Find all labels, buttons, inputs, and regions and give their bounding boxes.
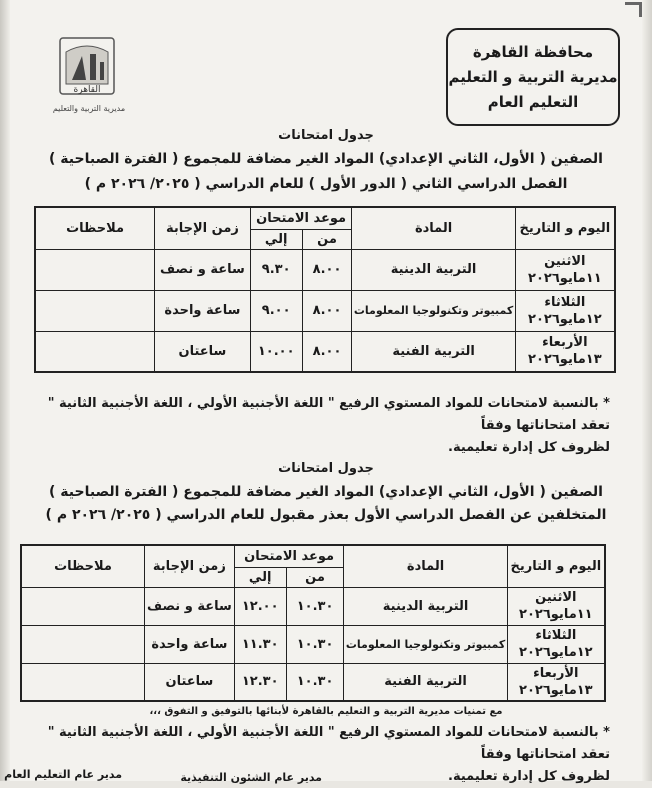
- header-notes: ملاحظات: [35, 207, 155, 249]
- from-cell: ١٠.٣٠: [286, 663, 344, 701]
- table-row: [21, 587, 605, 625]
- corner-bracket-icon: [625, 2, 642, 17]
- duration-cell: ساعتان: [155, 331, 251, 372]
- header-from: من: [302, 229, 352, 249]
- table-row: [35, 249, 615, 290]
- gov-line-3: التعليم العام: [487, 93, 579, 111]
- to-cell: ١٢.٣٠: [234, 663, 286, 701]
- notes-cell: [21, 663, 145, 701]
- header-to: إلي: [250, 229, 302, 249]
- section2-line2: المتخلفين عن الفصل الدراسي الأول بعذر مقبول للعام الدراسي ( ٢٠٢٥/ ٢٠٢٦ م ): [45, 507, 607, 523]
- note-1-line-2: لظروف كل إدارة تعليمية.: [448, 440, 610, 455]
- header-subject: المادة: [344, 545, 507, 587]
- duration-cell: ساعة واحدة: [145, 625, 235, 663]
- from-cell: ١٠.٣٠: [286, 587, 344, 625]
- subject-cell: التربية الفنية: [352, 331, 515, 372]
- subject-cell: التربية الفنية: [344, 663, 507, 701]
- duration-cell: ساعة واحدة: [155, 290, 251, 331]
- exam-table-2: [20, 544, 606, 702]
- subject-cell: كمبيوتر وتكنولوجيا المعلومات: [352, 290, 515, 331]
- from-cell: ٨.٠٠: [302, 290, 352, 331]
- notes-cell: [35, 290, 155, 331]
- header-day-date: اليوم و التاريخ: [515, 207, 615, 249]
- logo-emblem-icon: [52, 34, 122, 104]
- notes-cell: [21, 587, 145, 625]
- note-2-line-2: لظروف كل إدارة تعليمية.: [448, 769, 610, 784]
- day-date-cell: الثلاثاء ١٢مايو٢٠٢٦: [507, 625, 605, 663]
- to-cell: ٩.٣٠: [250, 249, 302, 290]
- governorate-box: [446, 28, 620, 126]
- table-row: [35, 331, 615, 372]
- from-cell: ٨.٠٠: [302, 331, 352, 372]
- header-from: من: [286, 567, 344, 587]
- notes-cell: [35, 249, 155, 290]
- header-to: إلي: [234, 567, 286, 587]
- wish-text: مع تمنيات مديرية التربية و التعليم بالقاهرة لأبنائها بالتوفيق و التفوق ،،،: [149, 706, 503, 717]
- section2-title: جدول امتحانات: [278, 461, 374, 476]
- note-2-line-1: * بالنسبة لامتحانات للمواد المستوي الرفيع " اللغة الأجنبية الأولي ، اللغة الأجنبية الثانية " تعقد امتحاناتها وفقاً: [47, 725, 610, 762]
- section1-title: جدول امتحانات: [278, 128, 374, 143]
- to-cell: ١٢.٠٠: [234, 587, 286, 625]
- notes-cell: [35, 331, 155, 372]
- header-day-date: اليوم و التاريخ: [507, 545, 605, 587]
- header-exam-time: موعد الامتحان: [234, 545, 344, 567]
- notes-cell: [21, 625, 145, 663]
- logo-word: القاهرة: [73, 85, 101, 95]
- section1-line2: الفصل الدراسي الثاني ( الدور الأول ) للعام الدراسي ( ٢٠٢٥/ ٢٠٢٦ م ): [84, 176, 568, 192]
- subject-cell: كمبيوتر وتكنولوجيا المعلومات: [344, 625, 507, 663]
- day-date-cell: الثلاثاء ١٢مايو٢٠٢٦: [515, 290, 615, 331]
- to-cell: ٩.٠٠: [250, 290, 302, 331]
- to-cell: ١١.٣٠: [234, 625, 286, 663]
- header-duration: زمن الإجابة: [145, 545, 235, 587]
- duration-cell: ساعتان: [145, 663, 235, 701]
- directorate-logo: [52, 34, 126, 113]
- signature-general-education: مدير عام التعليم العام: [4, 768, 122, 781]
- to-cell: ١٠.٠٠: [250, 331, 302, 372]
- from-cell: ١٠.٣٠: [286, 625, 344, 663]
- table-row: [21, 625, 605, 663]
- page-edge-right: [642, 0, 652, 781]
- day-date-cell: الاثنين ١١مايو٢٠٢٦: [515, 249, 615, 290]
- gov-line-1: محافظة القاهرة: [472, 43, 594, 61]
- logo-caption: مديرية التربية والتعليم: [52, 104, 126, 113]
- header-exam-time: موعد الامتحان: [250, 207, 352, 229]
- header-duration: زمن الإجابة: [155, 207, 251, 249]
- table-row: [35, 290, 615, 331]
- duration-cell: ساعة و نصف: [155, 249, 251, 290]
- section2-line1: الصفين ( الأول، الثاني الإعدادي) المواد الغير مضافة للمجموع ( الفترة الصباحية ): [49, 484, 603, 500]
- signature-executive-affairs: مدير عام الشئون التنفيذية: [180, 771, 322, 784]
- subject-cell: التربية الدينية: [344, 587, 507, 625]
- note-1: [30, 393, 610, 459]
- day-date-cell: الأربعاء ١٣مايو٢٠٢٦: [515, 331, 615, 372]
- note-1-line-1: * بالنسبة لامتحانات للمواد المستوي الرفيع " اللغة الأجنبية الأولي ، اللغة الأجنبية الثانية " تعقد امتحاناتها وفقاً: [47, 396, 610, 433]
- subject-cell: التربية الدينية: [352, 249, 515, 290]
- header-subject: المادة: [352, 207, 515, 249]
- page-edge-left: [0, 0, 10, 781]
- exam-table-1: [34, 206, 616, 373]
- from-cell: ٨.٠٠: [302, 249, 352, 290]
- day-date-cell: الاثنين ١١مايو٢٠٢٦: [507, 587, 605, 625]
- duration-cell: ساعة و نصف: [145, 587, 235, 625]
- gov-line-2: مديرية التربية و التعليم: [448, 68, 618, 86]
- table-row: [21, 663, 605, 701]
- header-notes: ملاحظات: [21, 545, 145, 587]
- section1-line1: الصفين ( الأول، الثاني الإعدادي) المواد الغير مضافة للمجموع ( الفترة الصباحية ): [49, 151, 603, 167]
- day-date-cell: الأربعاء ١٣مايو٢٠٢٦: [507, 663, 605, 701]
